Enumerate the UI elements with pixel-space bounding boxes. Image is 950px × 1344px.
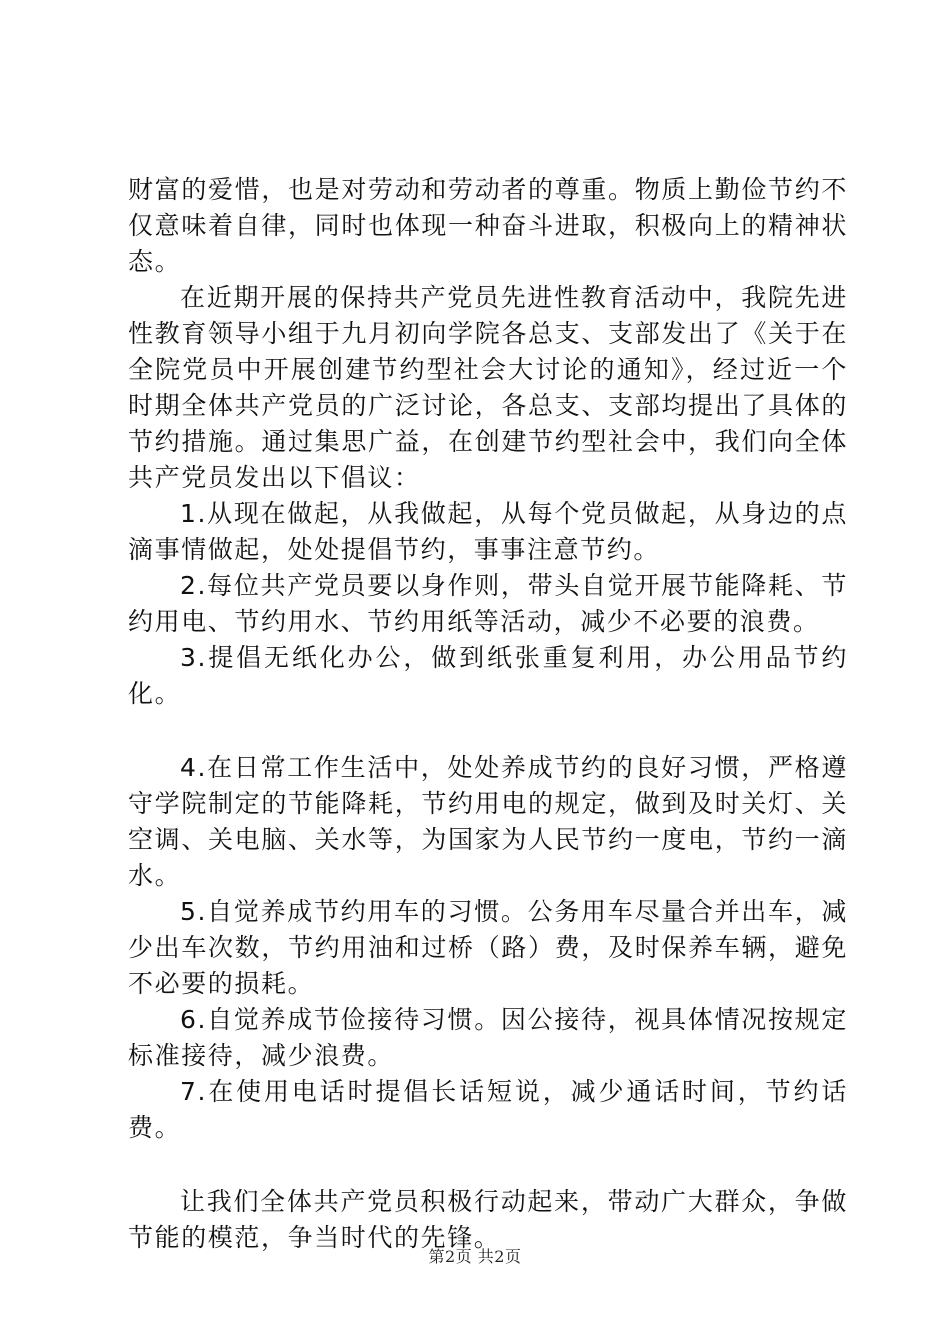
proposal-item-6: 6.自觉养成节俭接待习惯。因公接待，视具体情况按规定标准接待，减少浪费。 xyxy=(128,1005,848,1070)
page-footer: 第2页 共2页 xyxy=(428,1247,522,1266)
proposal-item-2: 2.每位共产党员要以身作则，带头自觉开展节能降耗、节约用电、节约用水、节约用纸等活动，减少不必要的浪费。 xyxy=(128,571,848,636)
paragraph-continuation: 财富的爱惜，也是对劳动和劳动者的尊重。物质上勤俭节约不仅意味着自律，同时也体现一种奋斗进取，积极向上的精神状态。 xyxy=(128,175,848,276)
proposal-item-4: 4.在日常工作生活中，处处养成节约的良好习惯，严格遵守学院制定的节能降耗，节约用电的规定，做到及时关灯、关空调、关电脑、关水等，为国家为人民节约一度电，节约一滴水。 xyxy=(128,753,848,890)
proposal-item-5: 5.自觉养成节约用车的习惯。公务用车尽量合并出车，减少出车次数，节约用油和过桥（路）费，及时保养车辆，避免不必要的损耗。 xyxy=(128,897,848,998)
closing-paragraph: 让我们全体共产党员积极行动起来，带动广大群众，争做节能的模范，争当时代的先锋。 xyxy=(128,1187,848,1252)
proposal-item-1: 1.从现在做起，从我做起，从每个党员做起，从身边的点滴事情做起，处处提倡节约，事事注意节约。 xyxy=(128,499,848,564)
paragraph-intro: 在近期开展的保持共产党员先进性教育活动中，我院先进性教育领导小组于九月初向学院各总支、支部发出了《关于在全院党员中开展创建节约型社会大讨论的通知》，经过近一个时期全体共产党员的广泛讨论，各总支、支部均提出了具体的节约措施。通过集思广益，在创建节约型社会中，我们向全体共产党员发出以下倡议： xyxy=(128,283,848,492)
document-body xyxy=(128,172,848,1256)
proposal-item-7: 7.在使用电话时提倡长话短说，减少通话时间，节约话费。 xyxy=(128,1077,848,1142)
proposal-item-3: 3.提倡无纸化办公，做到纸张重复利用，办公用品节约化。 xyxy=(128,643,848,708)
